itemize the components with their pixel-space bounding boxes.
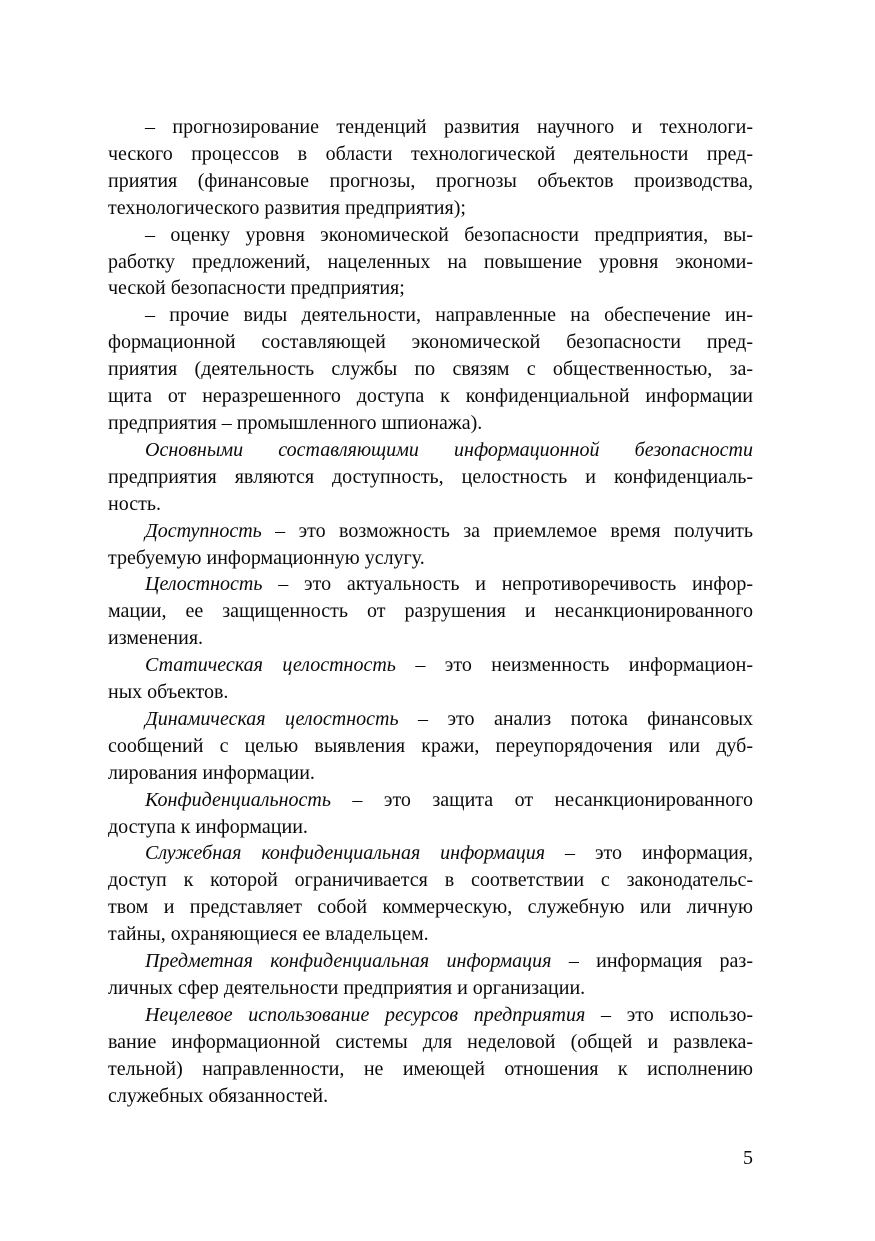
text-line [108, 733, 753, 760]
text-run: – информация раз- [551, 950, 753, 973]
text-run: – это защита от несанкционированного [330, 788, 753, 811]
text-line [108, 356, 753, 383]
text-run: твом и представляет собой коммерческую, служебную или личную [108, 896, 753, 919]
text-run: тельной) направленности, не имеющей отношения к исполнению [108, 1057, 753, 1080]
paragraph [108, 302, 753, 437]
text-line [108, 571, 753, 598]
text-run: приятия (деятельность службы по связям с общественностью, за- [108, 358, 753, 381]
text-line [108, 921, 753, 948]
text-line [108, 867, 753, 894]
text-line [108, 141, 753, 168]
text-line [108, 679, 753, 706]
text-run: мации, ее защищенность от разрушения и несанкционированного [108, 600, 753, 623]
text-run: – оценку уровня экономической безопасности предприятия, вы- [145, 223, 753, 246]
text-line [108, 840, 753, 867]
term-italic: Предметная конфиденциальная информация [145, 950, 552, 973]
text-line [108, 1002, 753, 1029]
text-run: щита от неразрешенного доступа к конфиденциальной информации [108, 385, 753, 408]
text-line [108, 706, 753, 733]
paragraph [108, 652, 753, 706]
text-run: работку предложений, нацеленных на повышение уровня экономи- [108, 250, 753, 273]
text-run: предприятия – промышленного шпионажа). [108, 411, 483, 434]
text-line [108, 410, 753, 437]
text-line [108, 894, 753, 921]
paragraph [108, 114, 753, 222]
text-run: – это информация, [545, 842, 754, 865]
text-line [108, 545, 753, 572]
text-line [108, 195, 753, 222]
term-italic: Основными составляющими информационной безопасности [145, 438, 753, 461]
term-italic: Целостность [145, 573, 263, 596]
text-run: – это неизменность информацион- [395, 654, 753, 677]
paragraph [108, 787, 753, 841]
text-run: тайны, охраняющиеся ее владельцем. [108, 923, 429, 946]
text-run: предприятия являются доступность, целостность и конфиденциаль- [108, 465, 753, 488]
text-line [108, 491, 753, 518]
paragraph [108, 1002, 753, 1110]
text-run: требуемую информационную услугу. [108, 546, 425, 569]
text-line [108, 383, 753, 410]
paragraph [108, 948, 753, 1002]
text-run: – это использо- [585, 1003, 754, 1026]
text-line [108, 1056, 753, 1083]
text-run: вание информационной системы для неделовой (общей и развлека- [108, 1030, 753, 1053]
text-run: ных объектов. [108, 681, 229, 704]
text-line [108, 652, 753, 679]
text-line [108, 249, 753, 276]
text-line [108, 518, 753, 545]
text-line [108, 302, 753, 329]
text-line [108, 814, 753, 841]
text-run: изменения. [108, 627, 204, 650]
paragraph [108, 571, 753, 652]
text-run: приятия (финансовые прогнозы, прогнозы объектов производства, [108, 169, 753, 192]
text-run: сообщений с целью выявления кражи, переупорядочения или дуб- [108, 734, 753, 757]
text-line [108, 598, 753, 625]
page-number: 5 [743, 1147, 753, 1169]
paragraph [108, 706, 753, 787]
term-italic: Динамическая целостность [145, 707, 399, 730]
text-block [108, 114, 753, 1110]
text-line [108, 948, 753, 975]
text-line [108, 437, 753, 464]
term-italic: Конфиденциальность [145, 788, 331, 811]
text-line [108, 222, 753, 249]
paragraph [108, 840, 753, 948]
paragraph [108, 437, 753, 518]
term-italic: Доступность [145, 519, 262, 542]
text-line [108, 975, 753, 1002]
text-run: доступ к которой ограничивается в соответствии с законодательс- [108, 869, 753, 892]
text-run: технологического развития предприятия); [108, 196, 466, 219]
term-italic: Нецелевое использование ресурсов предприятия [145, 1003, 586, 1026]
text-line [108, 168, 753, 195]
text-run: формационной составляющей экономической безопасности пред- [108, 331, 753, 354]
text-run: лирования информации. [108, 761, 315, 784]
text-run: – прочие виды деятельности, направленные на обеспечение ин- [145, 304, 753, 327]
term-italic: Служебная конфиденциальная информация [145, 842, 546, 865]
text-line [108, 787, 753, 814]
paragraph [108, 222, 753, 303]
text-run: – прогнозирование тенденций развития научного и технологи- [145, 116, 753, 138]
text-run: – это анализ потока финансовых [398, 707, 754, 730]
text-run: ность. [108, 492, 161, 515]
text-run: личных сфер деятельности предприятия и организации. [108, 977, 586, 999]
text-run: ческой безопасности предприятия; [108, 277, 405, 300]
text-line [108, 329, 753, 356]
text-line [108, 275, 753, 302]
text-line [108, 114, 753, 141]
text-line [108, 625, 753, 652]
text-run: – это возможность за приемлемое время получить [261, 519, 753, 542]
text-line [108, 1029, 753, 1056]
text-run: доступа к информации. [108, 815, 308, 838]
term-italic: Статическая целостность [145, 654, 396, 677]
text-line [108, 464, 753, 491]
text-run: – это актуальность и непротиворечивость инфор- [262, 573, 753, 596]
text-line [108, 1083, 753, 1110]
text-run: служебных обязанностей. [108, 1084, 329, 1107]
text-run: ческого процессов в области технологической деятельности пред- [108, 142, 753, 165]
text-line [108, 760, 753, 787]
paragraph [108, 518, 753, 572]
